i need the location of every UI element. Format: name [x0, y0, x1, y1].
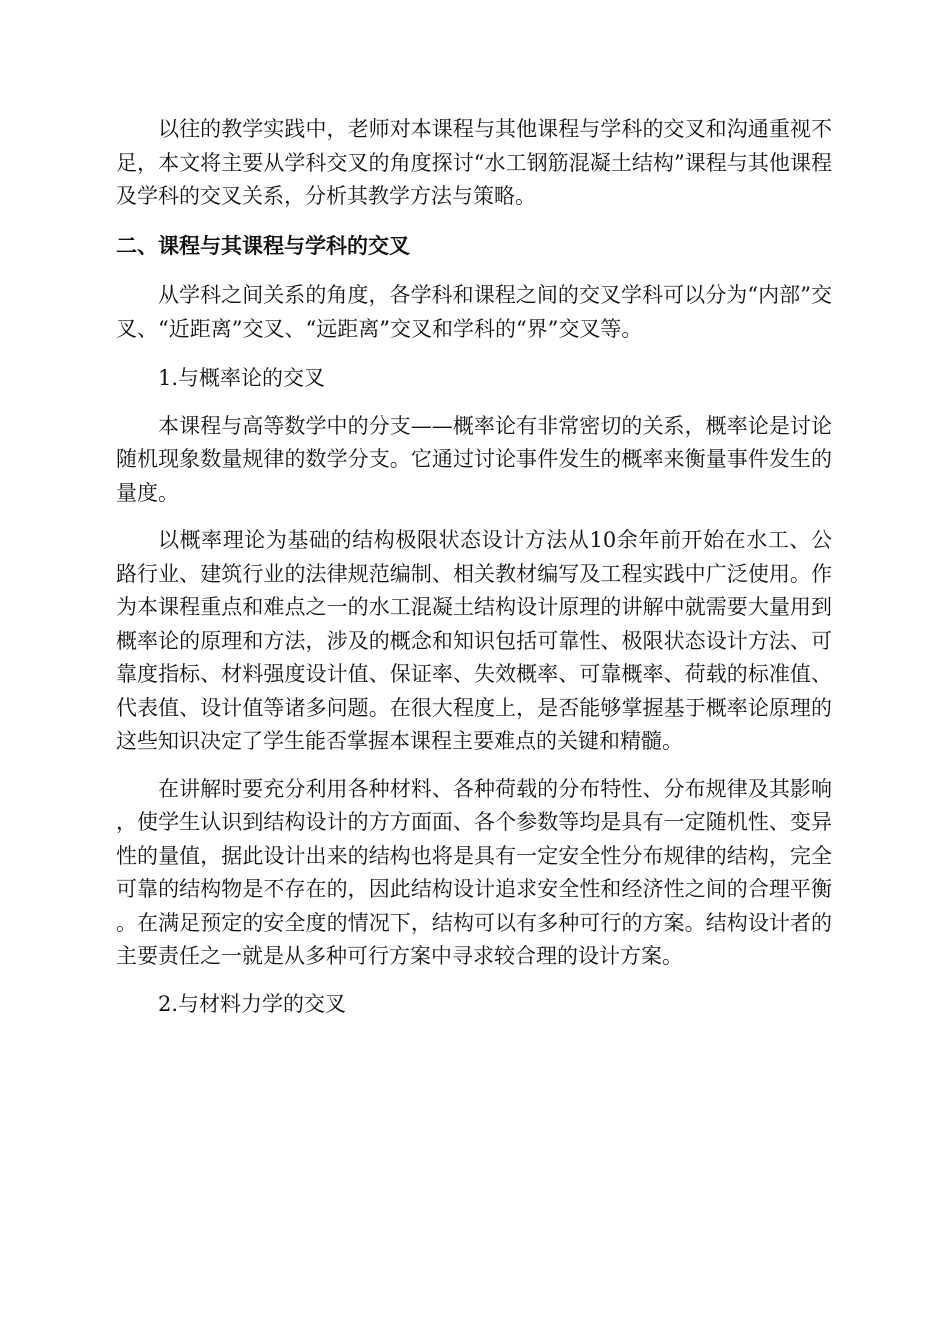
intro-paragraph: 以往的教学实践中，老师对本课程与其他课程与学科的交叉和沟通重视不足，本文将主要从学科交叉的角度探讨“水工钢筋混凝土结构”课程与其他课程及学科的交叉关系，分析其教学方法与策略。	[116, 117, 832, 208]
paragraph-teaching-explanation: 在讲解时要充分利用各种材料、各种荷载的分布特性、分布规律及其影响，使学生认识到结构设计的方方面面、各个参数等均是具有一定随机性、变异性的量值，据此设计出来的结构也将是具有一定安全性分布规律的结构，完全可靠的结构物是不存在的，因此结构设计追求安全性和经济性之间的合理平衡。在满足预定的安全度的情况下，结构可以有多种可行的方案。结构设计者的主要责任之一就是从多种可行方案中寻求较合理的设计方案。	[116, 776, 832, 968]
paragraph-limit-state-design: 以概率理论为基础的结构极限状态设计方法从10余年前开始在水工、公路行业、建筑行业的法律规范编制、相关教材编写及工程实践中广泛使用。作为本课程重点和难点之一的水工混凝土结构设计原理的讲解中就需要大量用到概率论的原理和方法，涉及的概念和知识包括可靠性、极限状态设计方法、可靠度指标、材料强度设计值、保证率、失效概率、可靠概率、荷载的标准值、代表值、设计值等诸多问题。在很大程度上，是否能够掌握基于概率论原理的这些知识决定了学生能否掌握本课程主要难点的关键和精髓。	[116, 528, 832, 753]
document-body	[116, 113, 832, 1021]
section-heading: 二、课程与其课程与学科的交叉	[116, 233, 410, 258]
subheading-material-mechanics: 2.与材料力学的交叉	[158, 991, 347, 1016]
subheading-probability: 1.与概率论的交叉	[158, 366, 326, 390]
paragraph-probability: 本课程与高等数学中的分支——概率论有非常密切的关系，概率论是讨论随机现象数量规律的数学分支。它通过讨论事件发生的概率来衡量事件发生的量度。	[116, 413, 832, 505]
section-paragraph: 从学科之间关系的角度，各学科和课程之间的交叉学科可以分为“内部”交叉、“近距离”交叉、“远距离”交叉和学科的“界”交叉等。	[116, 283, 832, 341]
